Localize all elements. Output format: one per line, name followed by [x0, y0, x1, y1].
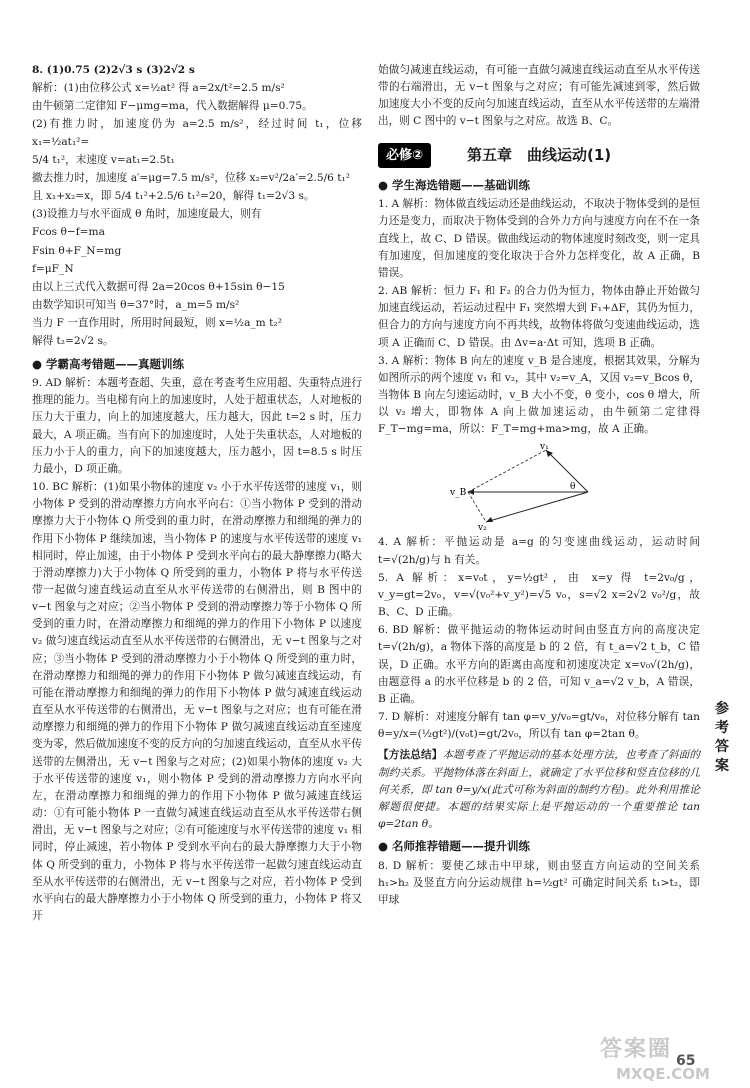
chapter-badge: 必修②: [378, 143, 431, 168]
method-summary: [378, 747, 700, 833]
watermark: 答案圈: [600, 1037, 673, 1062]
answer-2: 2. AB 解析：恒力 F₁ 和 F₂ 的合力仍为恒力，物体由静止开始做匀加速直线运动，若运动过程中 F₁ 突然增大到 F₁+ΔF，其仍为恒力，但合力的方向与速度方向不再共线，故物体将做匀变速曲线运动，选项 A 正确而 C、D 错误。由 Δv=a·Δt 可知，选项 B 正确。: [378, 285, 701, 349]
label-v1: v₁: [540, 442, 549, 453]
answer-8-line: 5/4 t₁²，末速度 v=at₁=2.5t₁: [32, 153, 175, 166]
answer-1: 1. A 解析：物体做直线运动还是曲线运动，不取决于物体受到的是恒力还是变力，而取决于物体受到的合外力方向与速度方向在不在一条直线上，故 C、D 错误。做曲线运动的物体速度时刻改变，则一定具有加速度，但加速度的变化取决于合外力怎样变化，故 A 正确，B 错误。: [378, 198, 700, 279]
answer-3: 3. A 解析：物体 B 向左的速度 v_B 是合速度，根据其效果，分解为如图所示的两个速度 v₁ 和 v₂，其中 v₂=v_A，又因 v₂=v_Bcos θ，当物体 B 向左匀速运动时，v_B 大小不变，θ 变小，cos θ 增大，所以 v₂ 增大，即物体 A 向上做加速运动，由牛顿第二定律得 F_T−mg=ma，所以：F_T=mg+ma>mg，故 A 正确。: [378, 354, 700, 436]
velocity-decomposition-diagram: [438, 442, 628, 530]
method-summary-tag: 【方法总结】: [378, 749, 443, 762]
watermark-url: MXQE.COM: [616, 1065, 710, 1083]
answer-5: 5. A 解析：x=v₀t，y=½gt²，由 x=y 得 t=2v₀/g，v_y=gt=2v₀，v=√(v₀²+v_y²)=√5 v₀，s=√2 x=2√2 v₀²/g，故 B、C、D 正确。: [378, 571, 700, 619]
label-theta: θ: [570, 482, 576, 493]
answer-8-line: 由以上三式代入数据可得 2a=20cos θ+15sin θ−15: [32, 280, 285, 293]
v1-vector: [546, 450, 588, 492]
chapter-title: 第五章 曲线运动(1): [467, 146, 612, 164]
answer-6: 6. BD 解析：做平抛运动的物体运动时间由竖直方向的高度决定 t=√(2h/g)，a 物体下落的高度是 b 的 2 倍，有 t_a=√2 t_b，C 错误，D 正确。水平方向的距离由高度和初速度决定 x=v₀√(2h/g)，由题意得 a 的水平位移是 b 的 2 倍，可知 v_a=√2 v_b，A 错误，B 正确。: [378, 624, 700, 705]
label-v2: v₂: [478, 523, 487, 531]
answer-8-header: 8. (1)0.75 (2)2√3 s (3)2√2 s: [32, 64, 195, 76]
answer-10: 10. BC 解析：(1)如果小物体的速度 v₂ 小于水平传送带的速度 v₁，则小物体 P 受到的滑动摩擦力方向水平向右：①当小物体 P 受到的滑动摩擦力大于小物体 Q 所受到的重力时，在滑动摩擦力和细绳的弹力的作用下小物体 P 继续加速，当小物体 P 的速度与水平传送带的速度 v₁ 相同时，停止加速，由于小物体 P 受到水平向右的最大静摩擦力(略大于滑动摩擦力)大于小物体 Q 所受到的重力，小物体 P 将与水平传送带一起做匀速直线运动直至从水平传送带的右侧滑出，则 B 图中的 v−t 图象与之对应；②当小物体 P 受到的滑动摩擦力等于小物体 Q 所受到的重力时，在滑动摩擦力和细绳的弹力的作用下小物体 P 以速度 v₂ 做匀速直线运动直至从水平传送带的右侧滑出，无 v−t 图象与之对应；③当小物体 P 受到的滑动摩擦力小于小物体 Q 所受到的重力时，在滑动摩擦力和细绳的弹力的作用下小物体 P 做匀减速直线运动，有可能在滑动摩擦力和细绳的弹力的作用下小物体 P 做匀减速直线运动直至从水平传送带的右侧滑出，无 v−t 图象与之对应；也有可能在滑动摩擦力和细绳的弹力的作用下小物体 P 做匀减速直线运动直至速度变为零，然后做加速度不变的反方向的匀加速直线运动，直至从水平传送带的左侧滑出，无 v−t 图象与之对应；(2)如果小物体的速度 v₂ 大于水平传送带的速度 v₁，则小物体 P 受到的滑动摩擦力方向水平向左，在滑动摩擦力和细绳的弹力的作用下小物体 P 做匀减速直线运动：①有可能小物体 P 一直做匀减速直线运动直至从水平传送带右侧滑出，无 v−t 图象与之对应；②有可能速度与水平传送带的速度 v₁ 相同时，停止减速，若小物体 P 受到水平向右的最大静摩擦力大于小物体 Q 所受到的重力，小物体 P 将与水平传送带一起做匀速直线运动直至从水平传送带的右侧滑出，无 v−t 图象与之对应，若小物体 P 受到水平向右的最大静摩擦力小于小物体 Q 所受到的重力，小物体 P 将又开: [32, 481, 362, 922]
section-title-gaokao: ● 学霸高考错题——真题训练: [32, 356, 185, 371]
answer-10-continued: 始做匀减速直线运动，有可能一直做匀减速直线运动直至从水平传送带的右端滑出，无 v−t 图象与之对应；有可能先减速到零，然后做加速度大小不变的反向匀加速直线运动，直至从水平传送带的左端滑出，则 C 图中的 v−t 图象与之对应。故选 B、C。: [378, 64, 700, 128]
page-number: 65: [676, 1053, 696, 1069]
answer-8-line: Fsin θ+F_N=mg: [32, 244, 122, 257]
answer-8-line: (3)设推力与水平面成 θ 角时，加速度最大，则有: [32, 208, 262, 221]
dashed-line: [468, 450, 546, 492]
section-title-advanced: ● 名师推荐错题——提升训练: [378, 839, 531, 854]
answer-8-line: 解析：(1)由位移公式 x=½at² 得 a=2x/t²=2.5 m/s²: [32, 82, 285, 95]
answer-8-line: Fcos θ−f=ma: [32, 226, 105, 239]
left-column: [32, 62, 362, 926]
answer-8-line: 且 x₁+x₂=x，即 5/4 t₁²+2.5/6 t₁²=20，解得 t₁=2√3 s。: [32, 190, 315, 203]
answer-8-line: f=μF_N: [32, 262, 74, 275]
right-column: [378, 62, 700, 910]
answer-7: 7. D 解析：对速度分解有 tan φ=v_y/v₀=gt/v₀，对位移分解有 tan θ=y/x=(½gt²)/(v₀t)=gt/2v₀，所以有 tan φ=2tan θ。: [378, 711, 700, 741]
v2-vector: [486, 492, 588, 522]
side-tab-answers: 参考答案: [715, 701, 729, 774]
label-vb: v_B: [450, 488, 467, 499]
answer-8-line: 由牛顿第二定律知 F−μmg=ma，代入数据解得 μ=0.75。: [32, 100, 313, 113]
method-summary-text: 本题考查了平抛运动的基本处理方法，也考查了斜面的制约关系。平抛物体落在斜面上，就确定了水平位移和竖直位移的几何关系，即 tan θ=y/x(此式可称为斜面的制约方程)。此外利用推论解题很便捷。本题的结果实际上是平抛运动的一个重要推论 tan φ=2tan θ。: [378, 749, 701, 830]
answer-8-line: 解得 t₂=2√2 s。: [32, 335, 114, 348]
answer-8-line: (2)有推力时，加速度仍为 a=2.5 m/s²，经过时间 t₁，位移 x₁=½at₁²=: [32, 118, 362, 148]
section-title-basic: ● 学生海选错题——基础训练: [378, 177, 531, 192]
answer-4: 4. A 解析：平抛运动是 a=g 的匀变速曲线运动，运动时间 t=√(2h/g)与 h 有关。: [378, 536, 700, 566]
answer-8-line: 当力 F 一直作用时，所用时间最短，则 x=½a_m t₂²: [32, 317, 282, 330]
answer-8-line: 撤去推力时，加速度 a′=μg=7.5 m/s²，位移 x₂=v²/2a′=2.5/6 t₁²: [32, 171, 351, 184]
answer-9: 9. AD 解析：本题考查超、失重，意在考查考生应用超、失重特点进行推理的能力。当电梯有向上的加速度时，人处于超重状态，人对地板的压力大于重力，向上的加速度越大，压力越大，因此 t=2 s 时，压力最大，A 项正确。当有向下的加速度时，人处于失重状态，人对地板的压力小于人的重力，向下的加速度越大，压力越小，因 t=8.5 s 时压力最小，D 项正确。: [32, 377, 362, 475]
answer-8-right: 8. D 解析：要使乙球击中甲球，则由竖直方向运动的空间关系 h₁>h₂ 及竖直方向分运动规律 h=½gt² 可确定时间关系 t₁>t₂，即甲球: [378, 859, 700, 907]
chapter-heading: [378, 143, 700, 168]
dashed-line: [468, 492, 486, 522]
answer-8-line: 由数学知识可知当 θ=37°时，a_m=5 m/s²: [32, 299, 240, 312]
v2-arrowhead: [486, 517, 493, 522]
